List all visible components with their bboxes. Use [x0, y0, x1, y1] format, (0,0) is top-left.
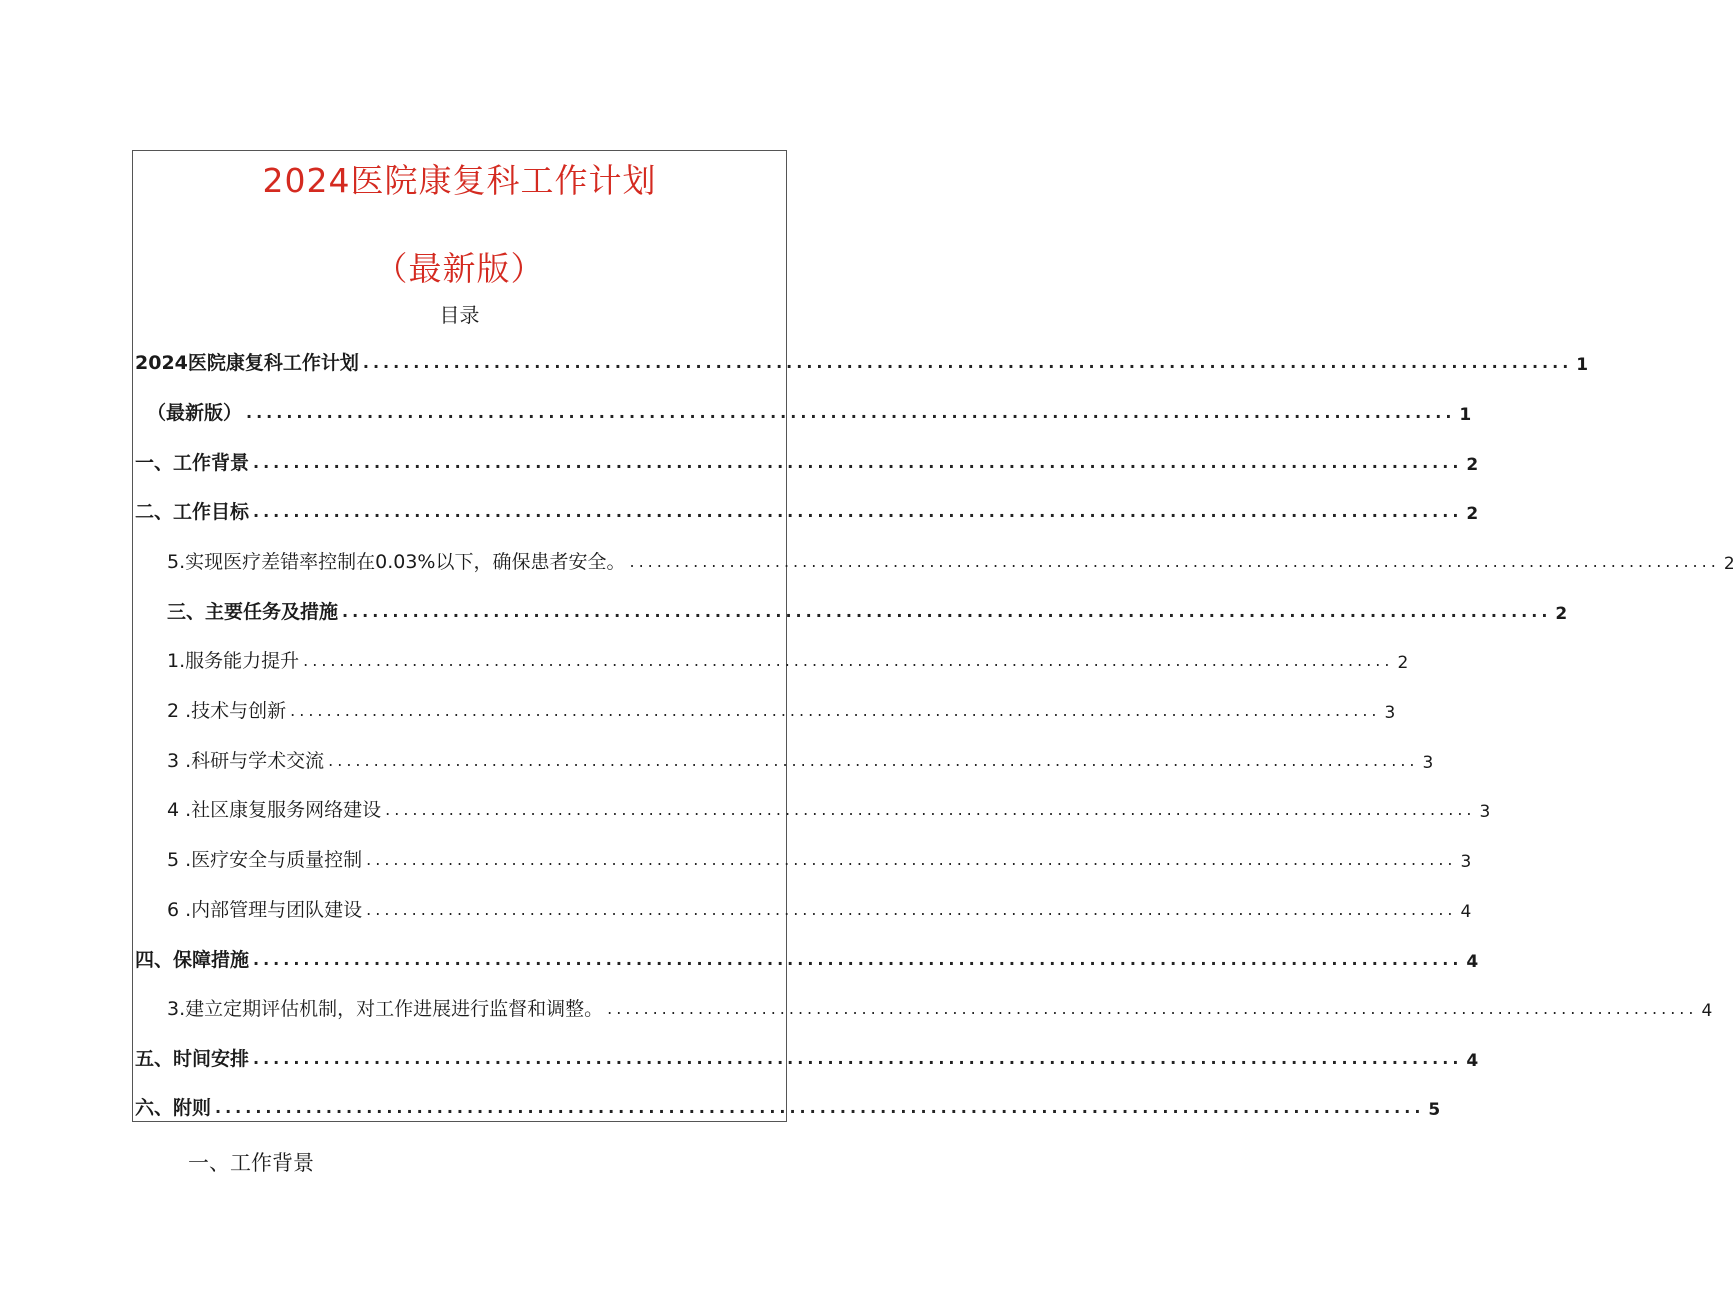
- toc-entry-page: 2: [1466, 504, 1479, 524]
- toc-entry[interactable]: [167, 747, 1434, 773]
- toc-entry-page: 3: [1479, 802, 1491, 822]
- toc-entry-page: 4: [1466, 952, 1479, 972]
- toc-entry[interactable]: [167, 697, 1396, 723]
- toc-leader: ........................................................................................................................: [328, 751, 1419, 770]
- toc-entry-page: 2: [1466, 455, 1479, 475]
- toc-entry-page: 1: [1576, 355, 1589, 375]
- toc-entry[interactable]: [167, 796, 1491, 822]
- toc-leader: ........................................................................................................................: [366, 900, 1457, 919]
- toc-entry[interactable]: [167, 846, 1472, 872]
- toc-leader: ........................................................................................................................: [342, 602, 1552, 621]
- toc-leader: ........................................................................................................................: [290, 701, 1381, 720]
- toc-leader: ........................................................................................................................: [253, 453, 1463, 472]
- toc-leader: ........................................................................................................................: [385, 800, 1476, 819]
- toc-entry-label: 一、工作背景: [135, 452, 250, 474]
- toc-entry-page: 4: [1460, 902, 1472, 922]
- toc-entry[interactable]: [135, 498, 1479, 524]
- toc-entry-page: 2: [1723, 554, 1735, 574]
- toc-entry[interactable]: [147, 399, 1472, 425]
- toc-entry-page: 4: [1466, 1051, 1479, 1071]
- toc-entry-label: 六、附则: [135, 1097, 212, 1119]
- toc-leader: ........................................................................................................................: [303, 651, 1394, 670]
- toc-entry[interactable]: [135, 1045, 1479, 1071]
- document-subtitle: （最新版）: [374, 249, 545, 288]
- toc-entry-label: 5 .医疗安全与质量控制: [167, 849, 363, 871]
- toc-entry-page: 1: [1459, 405, 1472, 425]
- toc-leader: ........................................................................................................................: [246, 403, 1456, 422]
- toc-leader: ........................................................................................................................: [362, 353, 1573, 372]
- toc-entry[interactable]: [135, 1094, 1441, 1120]
- toc-entry-label: 4 .社区康复服务网络建设: [167, 799, 382, 821]
- toc-entry-label: 四、保障措施: [135, 949, 250, 971]
- toc-entry[interactable]: [167, 896, 1472, 922]
- section-heading: 一、工作背景: [188, 1151, 314, 1175]
- toc-entry[interactable]: [167, 647, 1409, 673]
- toc-entry[interactable]: [135, 449, 1479, 475]
- toc-entry-page: 3: [1460, 852, 1472, 872]
- toc-entry-label: 2 .技术与创新: [167, 700, 287, 722]
- toc-entry-page: 4: [1701, 1001, 1713, 1021]
- toc-leader: ........................................................................................................................: [253, 1049, 1463, 1068]
- toc-entry[interactable]: [135, 946, 1479, 972]
- toc-entry-label: 5.实现医疗差错率控制在0.03%以下，确保患者安全。: [167, 551, 626, 573]
- toc-entry-label: 6 .内部管理与团队建设: [167, 899, 363, 921]
- toc-entry-label: 五、时间安排: [135, 1048, 250, 1070]
- toc-leader: ........................................................................................................................: [253, 502, 1463, 521]
- toc-entry-page: 2: [1555, 604, 1568, 624]
- toc-entry-label: 三、主要任务及措施: [167, 601, 339, 623]
- toc-entry-label: 1.服务能力提升: [167, 650, 300, 672]
- toc-entry-label: （最新版）: [147, 402, 243, 424]
- toc-entry[interactable]: [167, 548, 1735, 574]
- toc-entry-label: 3 .科研与学术交流: [167, 750, 325, 772]
- document-title: 2024医院康复科工作计划: [262, 161, 657, 200]
- toc-entry-label: 2024医院康复科工作计划: [135, 352, 359, 374]
- toc-leader: ........................................................................................................................: [607, 999, 1698, 1018]
- toc-entry-page: 5: [1428, 1100, 1441, 1120]
- toc-leader: ........................................................................................................................: [253, 950, 1463, 969]
- toc-leader: ........................................................................................................................: [366, 850, 1457, 869]
- toc-entry[interactable]: [135, 349, 1589, 375]
- toc-box: [132, 150, 1735, 1122]
- toc-entry-label: 二、工作目标: [135, 501, 250, 523]
- toc-heading: 目录: [439, 303, 480, 327]
- toc-entry-page: 3: [1422, 753, 1434, 773]
- toc-entry[interactable]: [167, 598, 1568, 624]
- toc-leader: ........................................................................................................................: [629, 552, 1720, 571]
- toc-entry-label: 3.建立定期评估机制，对工作进展进行监督和调整。: [167, 998, 604, 1020]
- toc-entry-page: 3: [1384, 703, 1396, 723]
- toc-entry-page: 2: [1397, 653, 1409, 673]
- toc-entry[interactable]: [167, 995, 1713, 1021]
- toc-leader: ........................................................................................................................: [215, 1098, 1425, 1117]
